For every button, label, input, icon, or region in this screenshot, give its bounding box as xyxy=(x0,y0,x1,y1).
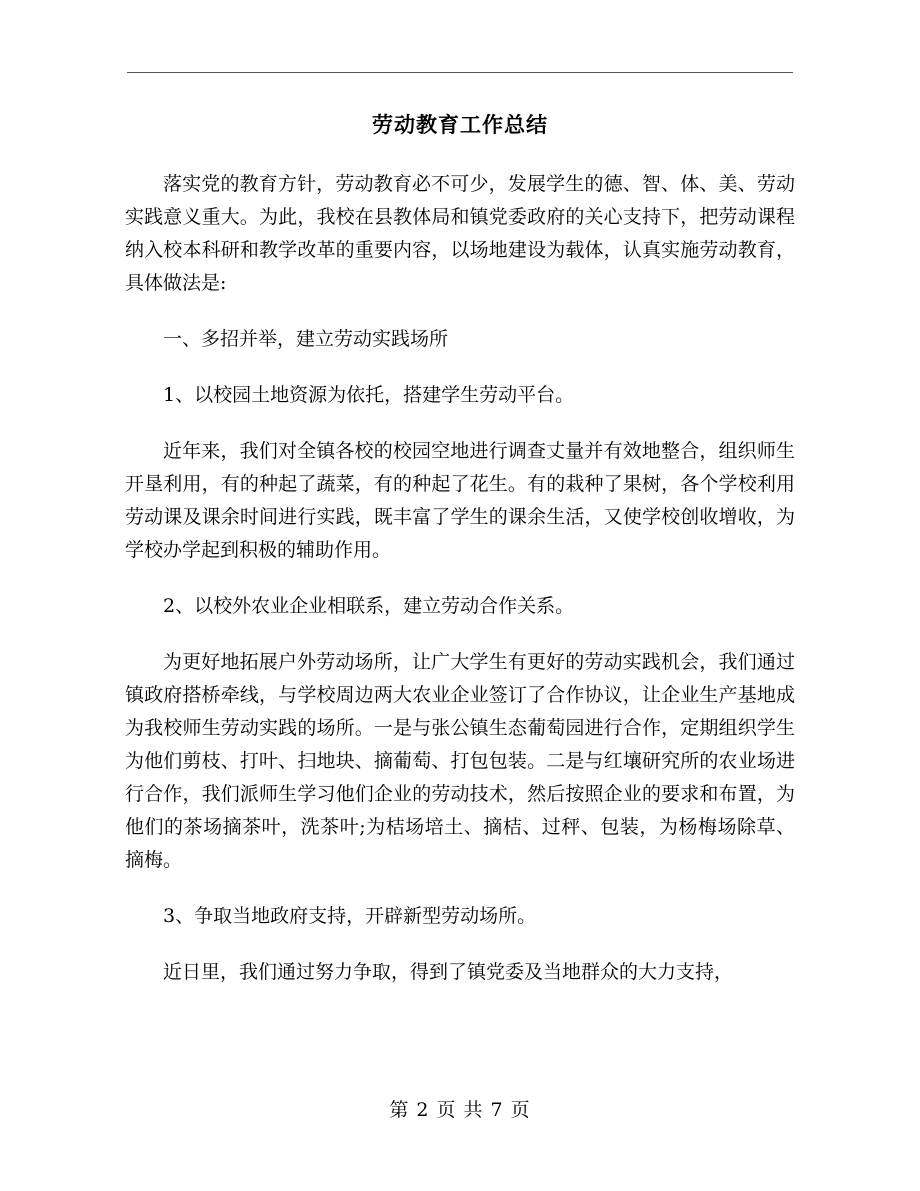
paragraph-intro: 落实党的教育方针，劳动教育必不可少，发展学生的德、智、体、美、劳动实践意义重大。为此，我校在县教体局和镇党委政府的关心支持下，把劳动课程纳入校本科研和教学改革的重要内容，以场地建设为载体，认真实施劳动教育，具体做法是: xyxy=(125,173,795,294)
heading-section-1: 一、多招并举，建立劳动实践场所 xyxy=(163,328,449,350)
subheading-1: 1、以校园土地资源为依托，搭建学生劳动平台。 xyxy=(163,384,575,406)
subheading-2: 2、以校外农业企业相联系，建立劳动合作关系。 xyxy=(163,595,575,617)
header-rule xyxy=(127,72,793,73)
subheading-3: 3、争取当地政府支持，开辟新型劳动场所。 xyxy=(163,905,537,927)
paragraph-government-support: 近日里，我们通过努力争取，得到了镇党委及当地群众的大力支持， xyxy=(163,961,734,983)
paragraph-campus-land: 近年来，我们对全镇各校的校园空地进行调查丈量并有效地整合，组织师生开垦利用，有的种起了蔬菜，有的种起了花生。有的栽种了果树，各个学校利用劳动课及课余时间进行实践，既丰富了学生的课余生活，又使学校创收增收，为学校办学起到积极的辅助作用。 xyxy=(125,440,795,561)
document-title: 劳动教育工作总结 xyxy=(372,112,548,137)
paragraph-enterprise-cooperation: 为更好地拓展户外劳动场所，让广大学生有更好的劳动实践机会，我们通过镇政府搭桥牵线，与学校周边两大农业企业签订了合作协议，让企业生产基地成为我校师生劳动实践的场所。一是与张公镇生态葡萄园进行合作，定期组织学生为他们剪枝、打叶、扫地块、摘葡萄、打包包装。二是与红壤研究所的农业场进行合作，我们派师生学习他们企业的劳动技术，然后按照企业的要求和布置，为他们的茶场摘茶叶，洗茶叶;为桔场培土、摘桔、过秤、包装，为杨梅场除草、摘梅。 xyxy=(125,651,795,871)
document-body xyxy=(125,168,795,1012)
page-number: 第 2 页 共 7 页 xyxy=(389,1099,531,1121)
